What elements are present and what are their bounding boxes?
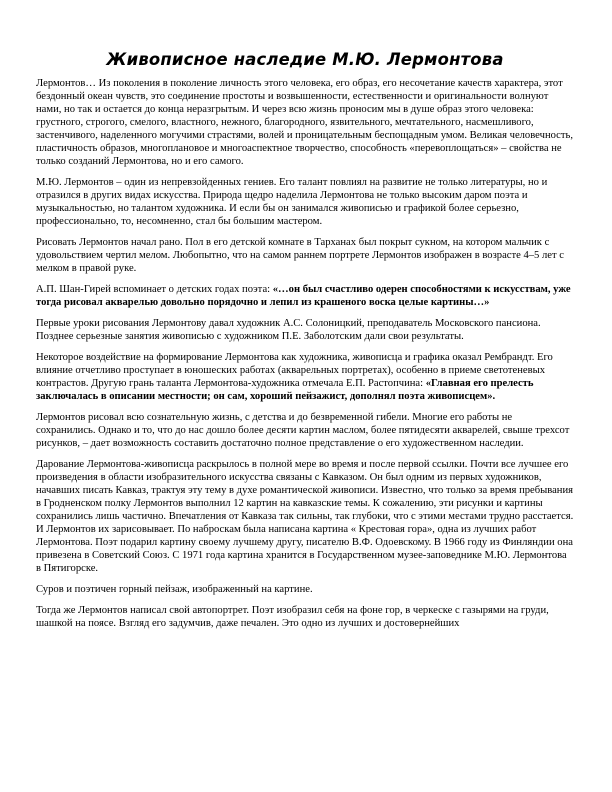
paragraph-caucasus xyxy=(36,458,574,575)
quote-text: «…он был счастливо одерен способностями к искусствам, уже тогда рисовал акварелью довольно порядочно и лепил из крашеного воска целые картины…» xyxy=(36,284,571,308)
paragraph-rembrandt xyxy=(36,351,574,403)
paragraph-genius xyxy=(36,176,574,228)
paragraph-early-drawing xyxy=(36,236,574,275)
quote-text: «Главная его прелесть заключалась в описании местности; он сам, хороший пейзажист, дополнял поэта живописцем». xyxy=(36,378,534,402)
paragraph-legacy xyxy=(36,411,574,450)
paragraph-first-lessons xyxy=(36,317,574,343)
paragraph-text: А.П. Шан-Гирей вспоминает о детских годах поэта: xyxy=(36,284,273,295)
paragraph-self-portrait xyxy=(36,604,574,630)
paragraph-intro xyxy=(36,77,574,168)
paragraph-text: Суров и поэтичен горный пейзаж, изображенный на картине. xyxy=(36,584,313,595)
paragraph-text: М.Ю. Лермонтов – один из непревзойденных гениев. Его талант повлиял на развитие не только литературы, но и отразился в других видах искусства. Природа щедро наделила Лермонтова не только высоким даром поэта и музыкальностью, но талантом художника. И если бы он занимался живописью и графикой более серьезно, профессионально, то, несомненно, стал бы большим мастером. xyxy=(36,177,548,227)
page-title: Живописное наследие М.Ю. Лермонтова xyxy=(106,50,504,69)
paragraph-text: Рисовать Лермонтов начал рано. Пол в его детской комнате в Тарханах был покрыт сукном, на котором мальчик с удовольствием чертил мелом. Любопытно, что на самом раннем портрете Лермонтов изображен в возрасте 4–5 лет с мелком в правой руке. xyxy=(36,237,564,274)
paragraph-text: Первые уроки рисования Лермонтову давал художник А.С. Солоницкий, преподаватель Московского пансиона. Позднее серьезные занятия живописью с художником П.Е. Заболотским дали свои результаты. xyxy=(36,318,541,342)
paragraph-text: Лермонтов… Из поколения в поколение личность этого человека, его образ, его несочетание качеств характера, этот бездонный океан чувств, это соединение простоты и возвышенности, естественности и оригинальности волнуют нами, но так и остается до конца неразгрытым. И через всю жизнь проносим мы в душе образ этого человека: грустного, строгого, смелого, властного, нежного, благородного, язвительного, мечтательного, насмешливого, застенчивого, наделенного могучими страстями, волей и проницательным беспощадным умом. Великая человечность, пластичность образов, многоплановое и многоаспектное творчество, способность «перевоплощаться» – свойства не только созданий Лермонтова, но и его самого. xyxy=(36,78,573,167)
paragraph-text: Лермонтов рисовал всю сознательную жизнь, с детства и до безвременной гибели. Многие его работы не сохранились. Однако и то, что до нас дошло более десяти картин маслом, более пятидесяти акварелей, свыше трехсот рисунков, – дает возможность составить достаточно полное представление о его художественном наследии. xyxy=(36,412,570,449)
paragraph-text: Некоторое воздействие на формирование Лермонтова как художника, живописца и графика оказал Рембрандт. Его влияние отчетливо проступает в юношеских работах (акварельных портретах), особенно в приеме светотеневых контрастов. Другую грань таланта Лермонтова-художника отмечала Е.П. Растопчина: xyxy=(36,352,553,389)
paragraph-landscape xyxy=(36,583,574,596)
paragraph-text: Тогда же Лермонтов написал свой автопортрет. Поэт изобразил себя на фоне гор, в черкеске с газырями на груди, шашкой на поясе. Взгляд его задумчив, даже печален. Это одно из лучших и достовернейших xyxy=(36,605,549,629)
paragraph-text: Дарование Лермонтова-живописца раскрылось в полной мере во время и после первой ссылки. Почти все лучшее его произведения в области изобразительного искусства связаны с Кавказом. Он был одним из первых художников, начавших писать Кавказ, трактуя эту тему в духе романтической живописи. Известно, что только за время пребывания в Гродненском полку Лермонтов выполнил 12 картин на кавказские темы. К сожалению, эти рисунки и картины сохранились лишь частично. Впечатления от Кавказа так сильны, так глубоки, что с этими местами трудно расстается. И Лермонтов их зарисовывает. По наброскам была написана картина « Крестовая гора», одна из лучших работ Лермонтова. Поэт подарил картину своему лучшему другу, писателю В.Ф. Одоевскому. В 1966 году из Финляндии она привезена в Советский Союз. С 1971 года картина хранится в Государственном музее-заповеднике М.Ю. Лермонтова в Пятигорске. xyxy=(36,459,574,574)
paragraph-shan-girey xyxy=(36,283,574,309)
